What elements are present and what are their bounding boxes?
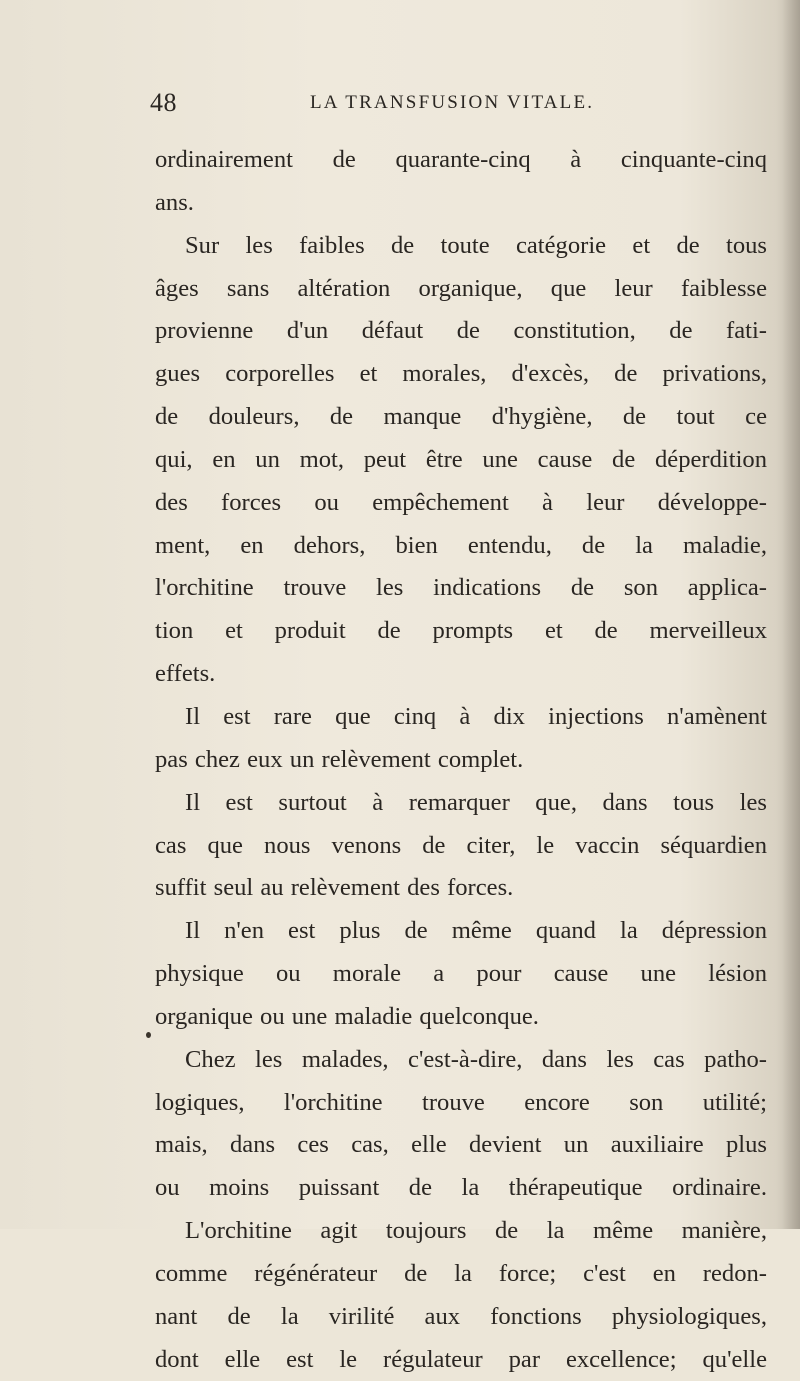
text-line: organique ou une maladie quelconque. — [155, 1002, 539, 1030]
text-line: comme régénérateur de la force; c'est en redon- — [155, 1259, 767, 1287]
text-line: physique ou morale a pour cause une lésion — [155, 960, 767, 988]
text-line: provienne d'un défaut de constitution, de fati- — [155, 317, 767, 345]
text-line: des forces ou empêchement à leur développe- — [155, 488, 767, 516]
text-line: ou moins puissant de la thérapeutique ordinaire. — [155, 1174, 767, 1202]
text-line: nant de la virilité aux fonctions physiologiques, — [155, 1302, 767, 1330]
text-line: qui, en un mot, peut être une cause de déperdition — [155, 445, 767, 473]
ink-speck — [146, 1032, 151, 1038]
text-line: Chez les malades, c'est-à-dire, dans les cas patho- — [185, 1045, 767, 1073]
text-line: L'orchitine agit toujours de la même manière, — [185, 1217, 767, 1245]
running-head: LA TRANSFUSION VITALE. — [310, 92, 595, 113]
text-line: cas que nous venons de citer, le vaccin séquardien — [155, 831, 767, 859]
page-header — [150, 88, 710, 122]
page-edge-shadow — [782, 0, 800, 1229]
text-line: ment, en dehors, bien entendu, de la maladie, — [155, 531, 767, 559]
text-line: de douleurs, de manque d'hygiène, de tout ce — [155, 403, 767, 431]
text-line: ans. — [155, 188, 194, 216]
text-line: tion et produit de prompts et de merveilleux — [155, 617, 767, 645]
text-line: Il est rare que cinq à dix injections n'amènent — [185, 702, 767, 730]
text-line: âges sans altération organique, que leur faiblesse — [155, 274, 767, 302]
text-line: l'orchitine trouve les indications de son applica- — [155, 574, 767, 602]
text-line: ordinairement de quarante-cinq à cinquante-cinq — [155, 146, 767, 173]
text-line: effets. — [155, 660, 216, 688]
text-line: Il n'en est plus de même quand la dépression — [185, 917, 767, 945]
text-line: mais, dans ces cas, elle devient un auxiliaire plus — [155, 1131, 767, 1159]
text-line: suffit seul au relèvement des forces. — [155, 874, 514, 902]
text-line: logiques, l'orchitine trouve encore son utilité; — [155, 1088, 767, 1116]
body-text — [155, 139, 767, 1381]
text-line: pas chez eux un relèvement complet. — [155, 745, 524, 773]
page-number: 48 — [150, 88, 177, 117]
text-line: Sur les faibles de toute catégorie et de tous — [185, 231, 767, 259]
text-line: Il est surtout à remarquer que, dans tous les — [185, 788, 767, 816]
text-line: gues corporelles et morales, d'excès, de privations, — [155, 360, 767, 388]
text-line: dont elle est le régulateur par excellence; qu'elle — [155, 1345, 767, 1373]
